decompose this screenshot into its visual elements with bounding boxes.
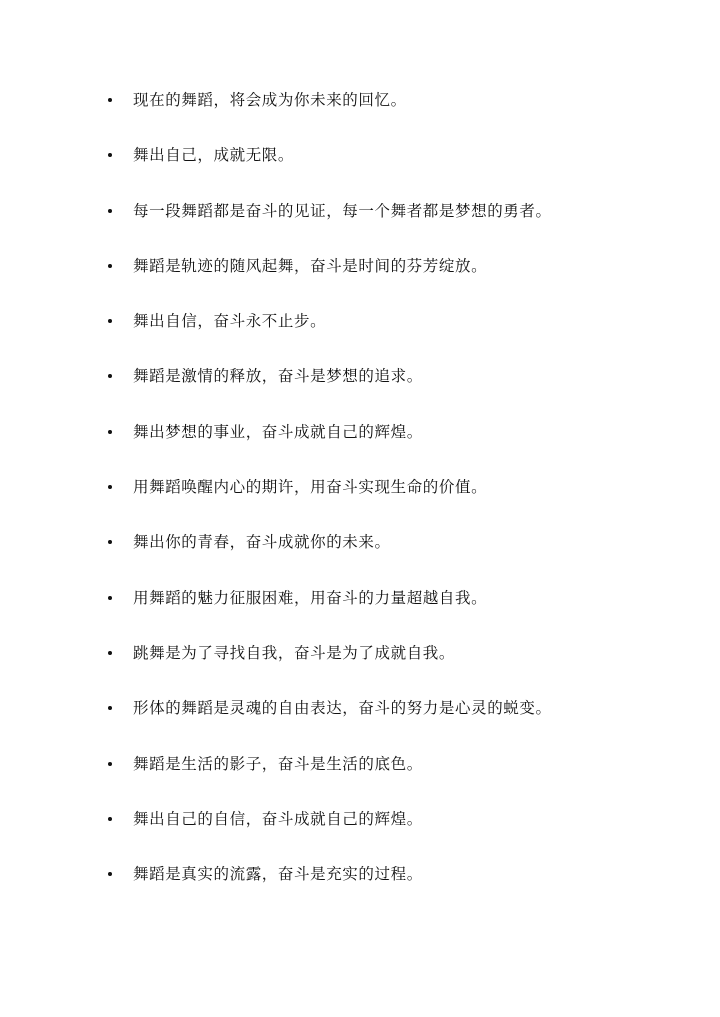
list-item-text: 舞蹈是真实的流露，奋斗是充实的过程。 [133,865,423,884]
bullet-icon [108,430,112,434]
list-item [108,141,698,196]
bullet-icon [108,264,112,268]
bullet-icon [108,319,112,323]
list-item-text: 跳舞是为了寻找自我，奋斗是为了成就自我。 [133,643,456,662]
list-item [108,418,698,473]
list-item [108,197,698,252]
list-item-text: 舞出自信，奋斗永不止步。 [133,312,327,331]
bullet-icon [108,209,112,213]
list-item [108,805,698,860]
bullet-icon [108,762,112,766]
list-item-text: 舞出梦想的事业，奋斗成就自己的辉煌。 [133,422,423,441]
list-item-text: 用舞蹈唤醒内心的期许，用奋斗实现生命的价值。 [133,478,488,497]
list-item [108,307,698,362]
bullet-icon [108,651,112,655]
list-item-text: 舞蹈是激情的释放，奋斗是梦想的追求。 [133,367,423,386]
list-item [108,694,698,749]
bullet-icon [108,540,112,544]
list-item [108,639,698,694]
bullet-icon [108,706,112,710]
bullet-icon [108,153,112,157]
list-item-text: 用舞蹈的魅力征服困难，用奋斗的力量超越自我。 [133,588,488,607]
list-item [108,362,698,417]
list-item [108,584,698,639]
bullet-icon [108,596,112,600]
list-item-text: 现在的舞蹈，将会成为你未来的回忆。 [133,91,407,109]
list-item-text: 舞出自己，成就无限。 [133,146,295,165]
list-item-text: 每一段舞蹈都是奋斗的见证，每一个舞者都是梦想的勇者。 [133,201,552,220]
bullet-icon [108,98,112,102]
list-item [108,86,698,141]
bullet-icon [108,485,112,489]
list-item-text: 舞蹈是生活的影子，奋斗是生活的底色。 [133,754,423,773]
list-item [108,473,698,528]
bullet-icon [108,374,112,378]
bullet-list [108,86,698,915]
bullet-icon [108,872,112,876]
list-item [108,252,698,307]
list-item [108,528,698,583]
list-item-text: 舞出你的青春，奋斗成就你的未来。 [133,533,391,552]
list-item [108,750,698,805]
list-item-text: 舞蹈是轨迹的随风起舞，奋斗是时间的芬芳绽放。 [133,256,488,275]
bullet-icon [108,817,112,821]
list-item [108,860,698,915]
list-item-text: 舞出自己的自信，奋斗成就自己的辉煌。 [133,809,423,828]
list-item-text: 形体的舞蹈是灵魂的自由表达，奋斗的努力是心灵的蜕变。 [133,699,552,718]
